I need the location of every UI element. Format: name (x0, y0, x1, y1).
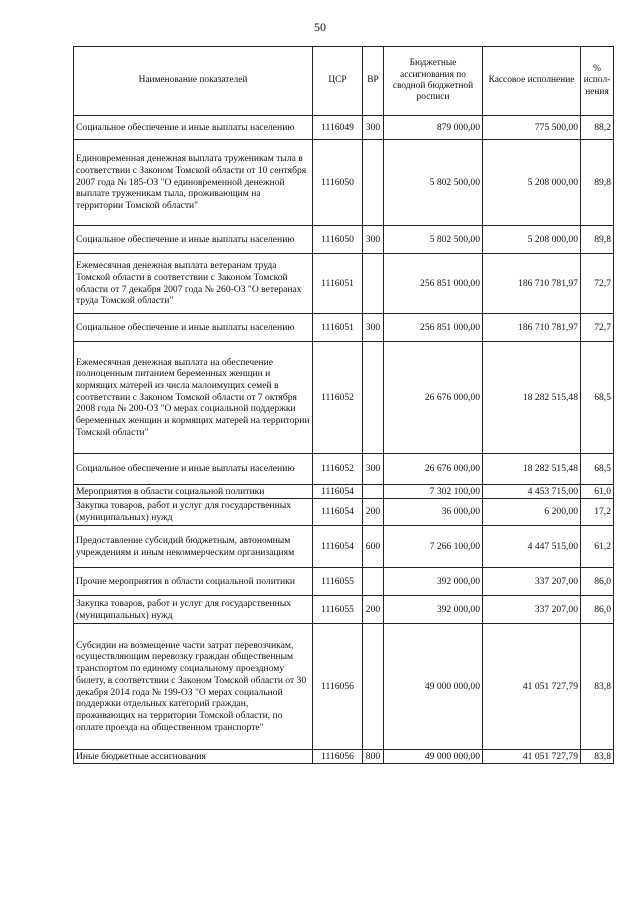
row-vr (363, 254, 384, 314)
row-pct: 86,0 (581, 596, 614, 624)
header-vr: ВР (363, 47, 384, 116)
row-vr: 300 (363, 314, 384, 342)
row-vr: 300 (363, 226, 384, 254)
header-name: Наименование показателей (74, 47, 313, 116)
table-row (74, 254, 614, 314)
table-row (74, 140, 614, 226)
row-plan: 392 000,00 (384, 596, 483, 624)
row-name: Прочие мероприятия в области социальной политики (74, 568, 313, 596)
row-csr: 1116056 (313, 624, 363, 750)
row-name: Ежемесячная денежная выплата ветеранам труда Томской области в соответствии с Законом Томской области от 7 декабря 2007 года № 260-ОЗ "О ветеранах труда Томской области" (74, 254, 313, 314)
row-cash: 337 207,00 (483, 568, 581, 596)
row-pct: 88,2 (581, 116, 614, 140)
row-csr: 1116054 (313, 526, 363, 568)
row-cash: 4 447 515,00 (483, 526, 581, 568)
row-pct: 83,8 (581, 750, 614, 764)
row-cash: 41 051 727,79 (483, 624, 581, 750)
row-name: Социальное обеспечение и иные выплаты населению (74, 116, 313, 140)
row-vr: 600 (363, 526, 384, 568)
row-csr: 1116051 (313, 254, 363, 314)
table-row (74, 342, 614, 454)
table-row (74, 454, 614, 485)
row-plan: 7 302 100,00 (384, 485, 483, 499)
row-csr: 1116056 (313, 750, 363, 764)
row-cash: 775 500,00 (483, 116, 581, 140)
row-plan: 49 000 000,00 (384, 624, 483, 750)
row-vr (363, 624, 384, 750)
row-name: Социальное обеспечение и иные выплаты населению (74, 226, 313, 254)
header-pct: % испол-нения (581, 47, 614, 116)
row-vr (363, 568, 384, 596)
row-csr: 1116054 (313, 499, 363, 526)
row-vr (363, 140, 384, 226)
row-cash: 186 710 781,97 (483, 314, 581, 342)
row-plan: 5 802 500,00 (384, 226, 483, 254)
row-pct: 86,0 (581, 568, 614, 596)
row-plan: 879 000,00 (384, 116, 483, 140)
row-cash: 18 282 515,48 (483, 454, 581, 485)
header-csr: ЦСР (313, 47, 363, 116)
table-header (74, 47, 614, 116)
table-row (74, 314, 614, 342)
row-vr: 300 (363, 116, 384, 140)
row-name: Субсидии на возмещение части затрат перевозчикам, осуществляющим перевозку граждан общественным транспортом по единому социальному проездному билету, в соответствии с Законом Томской области от 30 декабря 2014 года № 199-ОЗ "О мерах социальной поддержки отдельных категорий граждан, проживающих на территории Томской области, по оплате проезда на общественном транспорте" (74, 624, 313, 750)
row-name: Закупка товаров, работ и услуг для государственных (муниципальных) нужд (74, 499, 313, 526)
header-cash: Кассовое исполнение (483, 47, 581, 116)
header-plan: Бюджетные ассигнования по сводной бюджетной росписи (384, 47, 483, 116)
table-row (74, 568, 614, 596)
row-pct: 68,5 (581, 342, 614, 454)
table-body (74, 116, 614, 764)
table-row (74, 226, 614, 254)
row-pct: 72,7 (581, 314, 614, 342)
row-csr: 1116052 (313, 454, 363, 485)
row-pct: 61,0 (581, 485, 614, 499)
row-name: Единовременная денежная выплата труженикам тыла в соответствии с Законом Томской области от 10 сентября 2007 года № 185-ОЗ "О единовременной денежной выплате труженикам тыла, проживающим на территории Томской области" (74, 140, 313, 226)
row-csr: 1116052 (313, 342, 363, 454)
row-plan: 49 000 000,00 (384, 750, 483, 764)
row-cash: 6 200,00 (483, 499, 581, 526)
row-vr: 200 (363, 596, 384, 624)
row-plan: 7 266 100,00 (384, 526, 483, 568)
row-cash: 18 282 515,48 (483, 342, 581, 454)
row-pct: 68,5 (581, 454, 614, 485)
row-csr: 1116051 (313, 314, 363, 342)
table-row (74, 499, 614, 526)
row-plan: 392 000,00 (384, 568, 483, 596)
row-name: Социальное обеспечение и иные выплаты населению (74, 454, 313, 485)
row-vr: 200 (363, 499, 384, 526)
row-name: Социальное обеспечение и иные выплаты населению (74, 314, 313, 342)
row-plan: 5 802 500,00 (384, 140, 483, 226)
row-vr (363, 342, 384, 454)
table-row (74, 485, 614, 499)
table-row (74, 526, 614, 568)
row-name: Предоставление субсидий бюджетным, автономным учреждениям и иным некоммерческим организациям (74, 526, 313, 568)
row-cash: 41 051 727,79 (483, 750, 581, 764)
budget-execution-table (73, 46, 614, 764)
table-row (74, 750, 614, 764)
row-pct: 89,8 (581, 140, 614, 226)
row-plan: 256 851 000,00 (384, 254, 483, 314)
row-pct: 89,8 (581, 226, 614, 254)
row-cash: 337 207,00 (483, 596, 581, 624)
row-csr: 1116049 (313, 116, 363, 140)
table-row (74, 624, 614, 750)
row-csr: 1116050 (313, 140, 363, 226)
row-vr: 300 (363, 454, 384, 485)
row-cash: 5 208 000,00 (483, 140, 581, 226)
row-pct: 83,8 (581, 624, 614, 750)
row-csr: 1116054 (313, 485, 363, 499)
row-cash: 4 453 715,00 (483, 485, 581, 499)
row-csr: 1116055 (313, 596, 363, 624)
row-cash: 186 710 781,97 (483, 254, 581, 314)
row-name: Ежемесячная денежная выплата на обеспечение полноценным питанием беременных женщин и кормящих матерей из числа малоимущих семей в соответствии с Законом Томской области от 7 октября 2008 года № 200-ОЗ "О мерах социальной поддержки беременных женщин и кормящих матерей на территории Томской области" (74, 342, 313, 454)
table-row (74, 116, 614, 140)
row-name: Закупка товаров, работ и услуг для государственных (муниципальных) нужд (74, 596, 313, 624)
row-name: Иные бюджетные ассигнования (74, 750, 313, 764)
row-plan: 256 851 000,00 (384, 314, 483, 342)
page-number: 50 (314, 20, 326, 34)
row-vr (363, 485, 384, 499)
row-pct: 72,7 (581, 254, 614, 314)
row-plan: 26 676 000,00 (384, 342, 483, 454)
table-row (74, 596, 614, 624)
row-csr: 1116055 (313, 568, 363, 596)
row-name: Мероприятия в области социальной политики (74, 485, 313, 499)
row-plan: 36 000,00 (384, 499, 483, 526)
row-pct: 61,2 (581, 526, 614, 568)
row-pct: 17,2 (581, 499, 614, 526)
row-cash: 5 208 000,00 (483, 226, 581, 254)
row-csr: 1116050 (313, 226, 363, 254)
row-plan: 26 676 000,00 (384, 454, 483, 485)
row-vr: 800 (363, 750, 384, 764)
